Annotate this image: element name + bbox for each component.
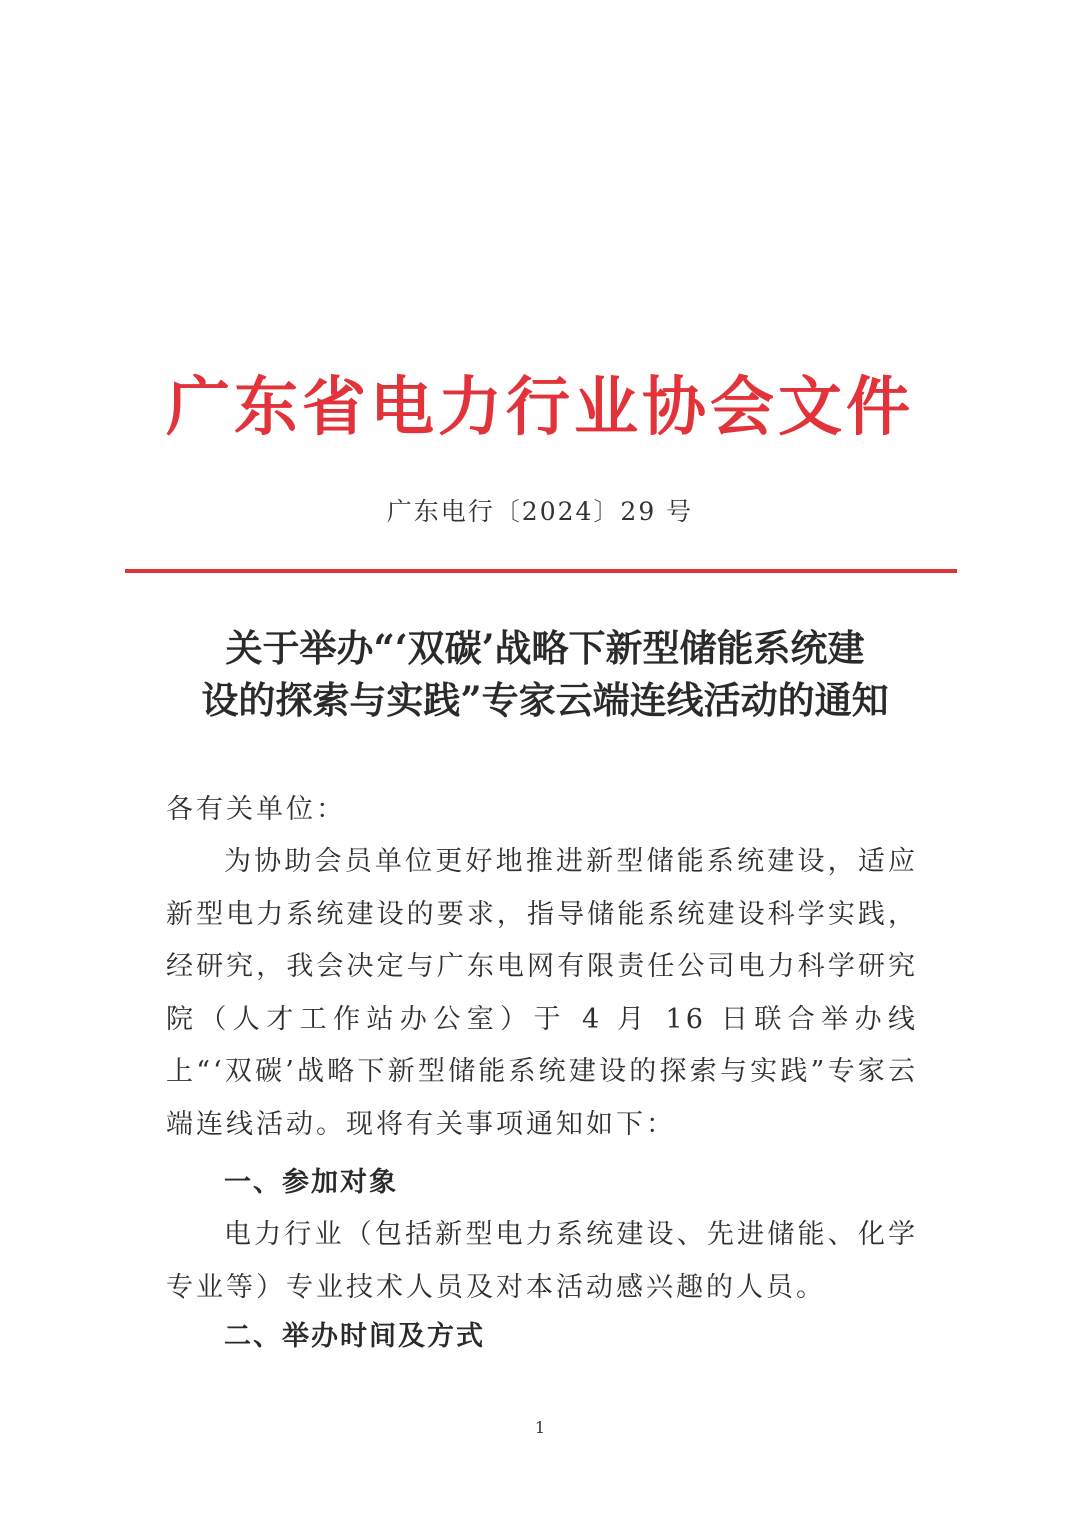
notice-title [145,622,945,726]
document-number: 广东电行〔2024〕29 号 [386,497,694,526]
page-number: 1 [534,1418,546,1437]
masthead-title: 广东省电力行业协会文件 [166,371,914,445]
section-heading-time-and-method: 二、举办时间及方式 [224,1321,485,1352]
intro-paragraph: 为协助会员单位更好地推进新型储能系统建设，适应新型电力系统建设的要求，指导储能系统建设科学实践，经研究，我会决定与广东电网有限责任公司电力科学研究院（人才工作站办公室）于 4 月 16 日联合举办线上“‘双碳’战略下新型储能系统建设的探索与实践”专家云端连线活动。现将有关事项通知如下： [166,846,918,1140]
participants-paragraph: 电力行业（包括新型电力系统建设、先进储能、化学专业等）专业技术人员及对本活动感兴趣的人员。 [166,1219,918,1303]
salutation: 各有关单位： [166,794,346,825]
notice-title-line-2: 设的探索与实践”专家云端连线活动的通知 [201,678,889,722]
red-divider-line [125,569,957,573]
section-heading-participants: 一、参加对象 [224,1167,398,1198]
notice-title-line-1: 关于举办“‘双碳’战略下新型储能系统建 [225,626,865,670]
